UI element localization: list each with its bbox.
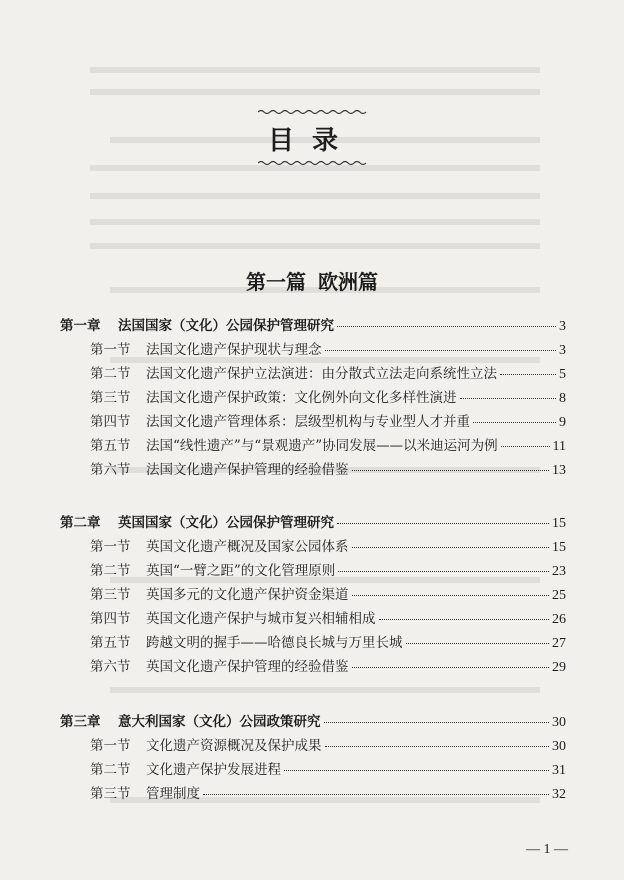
toc-section[interactable] <box>90 607 566 627</box>
dot-leader <box>284 770 549 771</box>
section-number: 第三节 <box>90 587 131 603</box>
chapter-number: 第二章 <box>60 515 101 531</box>
toc-section[interactable] <box>90 386 566 406</box>
dot-leader <box>352 595 550 596</box>
page-ref: 8 <box>559 391 566 406</box>
page-ref: 3 <box>559 343 566 358</box>
section-number: 第五节 <box>90 438 131 454</box>
chapter-title: 英国国家（文化）公园保护管理研究 <box>118 515 334 531</box>
dot-leader <box>325 350 557 351</box>
dot-leader <box>406 643 550 644</box>
section-number: 第二节 <box>90 762 131 778</box>
toc-section[interactable] <box>90 559 566 579</box>
section-number: 第四节 <box>90 414 131 430</box>
section-number: 第二节 <box>90 563 131 579</box>
section-number: 第五节 <box>90 635 131 651</box>
part-label: 第一篇 <box>246 270 306 294</box>
toc-section[interactable] <box>90 458 566 478</box>
section-title: 管理制度 <box>146 786 200 802</box>
page-ref: 9 <box>559 415 566 430</box>
chapter-title: 意大利国家（文化）公园政策研究 <box>118 714 321 730</box>
toc-section[interactable] <box>90 583 566 603</box>
dot-leader <box>379 619 550 620</box>
section-number: 第一节 <box>90 539 131 555</box>
page-ref: 5 <box>559 367 566 382</box>
section-title: 英国“一臂之距”的文化管理原则 <box>146 563 336 579</box>
dot-leader <box>501 446 550 447</box>
section-number: 第一节 <box>90 738 131 754</box>
section-title: 英国文化遗产保护与城市复兴相辅相成 <box>146 611 376 627</box>
part-heading <box>0 266 624 295</box>
section-title: 英国多元的文化遗产保护资金渠道 <box>146 587 349 603</box>
page-ref: 32 <box>552 787 566 802</box>
toc-section[interactable] <box>90 655 566 675</box>
dot-leader <box>473 422 556 423</box>
section-title: 法国文化遗产管理体系：层级型机构与专业型人才并重 <box>146 414 470 430</box>
page-ref: 30 <box>552 739 566 754</box>
section-title: 法国“线性遗产”与“景观遗产”协同发展——以米迪运河为例 <box>146 438 498 454</box>
section-number: 第二节 <box>90 366 131 382</box>
chapter-number: 第三章 <box>60 714 101 730</box>
toc-chapter-1[interactable] <box>60 314 566 334</box>
toc-section[interactable] <box>90 410 566 430</box>
toc-section[interactable] <box>90 758 566 778</box>
toc-section[interactable] <box>90 362 566 382</box>
part-name: 欧洲篇 <box>318 270 378 294</box>
dot-leader <box>325 746 550 747</box>
page-ref: 13 <box>552 463 566 478</box>
toc-section[interactable] <box>90 734 566 754</box>
dot-leader <box>337 326 556 327</box>
chapter-title: 法国国家（文化）公园保护管理研究 <box>118 318 334 334</box>
section-title: 法国文化遗产保护现状与理念 <box>146 342 322 358</box>
chapter-number: 第一章 <box>60 318 101 334</box>
toc-section[interactable] <box>90 434 566 454</box>
dot-leader <box>500 374 556 375</box>
page-ref: 30 <box>552 715 566 730</box>
section-number: 第六节 <box>90 462 131 478</box>
page-ref: 25 <box>552 588 566 603</box>
page-ref: 23 <box>552 564 566 579</box>
page-ref: 31 <box>552 763 566 778</box>
section-title: 跨越文明的握手——哈德良长城与万里长城 <box>146 635 403 651</box>
title-ornament-top <box>258 109 368 115</box>
section-title: 文化遗产保护发展进程 <box>146 762 281 778</box>
section-title: 文化遗产资源概况及保护成果 <box>146 738 322 754</box>
dot-leader <box>352 470 550 471</box>
section-title: 英国文化遗产保护管理的经验借鉴 <box>146 659 349 675</box>
page-ref: 11 <box>552 439 566 454</box>
dot-leader <box>338 571 549 572</box>
page-number: — 1 — <box>526 842 568 857</box>
dot-leader <box>203 794 549 795</box>
dot-leader <box>324 722 550 723</box>
toc-title: 目录 <box>267 126 356 156</box>
section-number: 第三节 <box>90 786 131 802</box>
toc-section[interactable] <box>90 631 566 651</box>
section-title: 英国文化遗产概况及国家公园体系 <box>146 539 349 555</box>
dot-leader <box>352 667 550 668</box>
toc-section[interactable] <box>90 535 566 555</box>
page-ref: 26 <box>552 612 566 627</box>
section-title: 法国文化遗产保护立法演进：由分散式立法走向系统性立法 <box>146 366 497 382</box>
page-ref: 15 <box>552 516 566 531</box>
section-number: 第六节 <box>90 659 131 675</box>
page-ref: 15 <box>552 540 566 555</box>
page-ref: 27 <box>552 636 566 651</box>
section-number: 第三节 <box>90 390 131 406</box>
title-ornament-bottom <box>258 160 368 166</box>
toc-chapter-3[interactable] <box>60 710 566 730</box>
page-ref: 29 <box>552 660 566 675</box>
section-number: 第四节 <box>90 611 131 627</box>
page-ref: 3 <box>559 319 566 334</box>
dot-leader <box>460 398 557 399</box>
section-number: 第一节 <box>90 342 131 358</box>
dot-leader <box>337 523 549 524</box>
section-title: 法国文化遗产保护政策：文化例外向文化多样性演进 <box>146 390 457 406</box>
section-title: 法国文化遗产保护管理的经验借鉴 <box>146 462 349 478</box>
toc-chapter-2[interactable] <box>60 511 566 531</box>
dot-leader <box>352 547 550 548</box>
toc-section[interactable] <box>90 782 566 802</box>
toc-section[interactable] <box>90 338 566 358</box>
